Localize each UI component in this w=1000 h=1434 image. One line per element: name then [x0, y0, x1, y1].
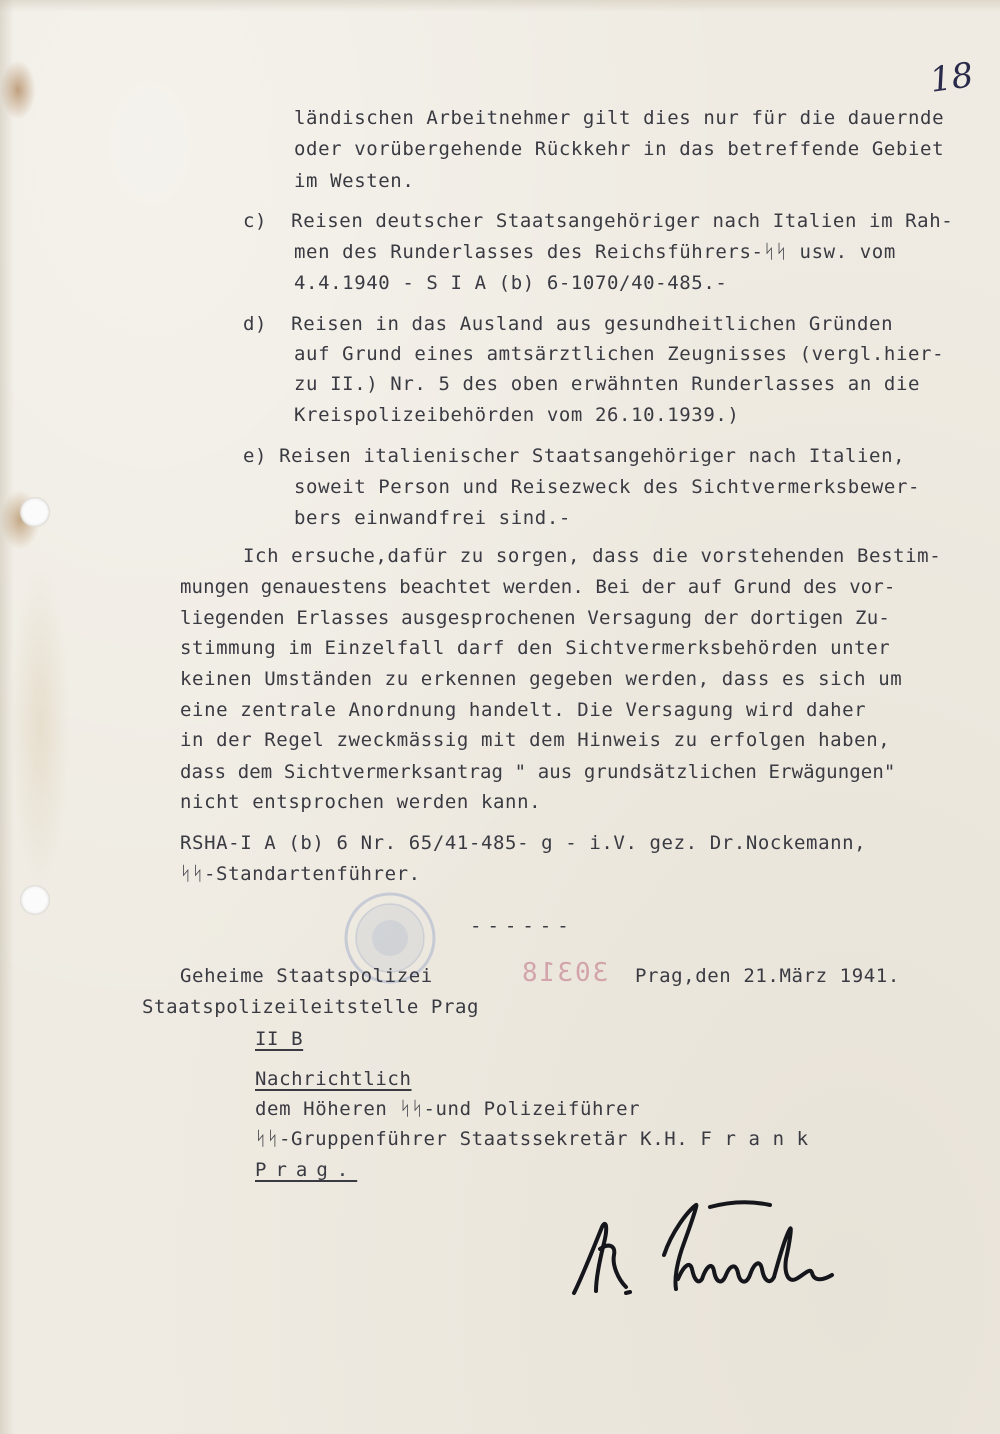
paper-top-edge: [0, 0, 1000, 12]
body-line: bers einwandfrei sind.-: [294, 507, 571, 529]
body-line: zu II.) Nr. 5 des oben erwähnten Runderlasses an die: [294, 373, 921, 395]
paragraph-line: dass dem Sichtvermerksantrag " aus grundsätzlichen Erwägungen": [180, 761, 896, 783]
separator-dashes: ------: [470, 915, 575, 937]
paragraph-line: mungen genauestens beachtet werden. Bei der auf Grund des vor-: [180, 576, 896, 598]
body-line: oder vorübergehende Rückkehr in das betreffende Gebiet: [294, 138, 945, 160]
paragraph-line: in der Regel zweckmässig mit dem Hinweis zu erfolgen haben,: [180, 729, 891, 751]
cc-recipient-line-1: dem Höheren ᛋᛋ-und Polizeiführer: [255, 1098, 641, 1120]
registration-stamp: 30318: [520, 958, 609, 988]
body-line: im Westen.: [294, 170, 415, 192]
cc-city: Prag.: [255, 1159, 358, 1181]
body-line: men des Runderlasses des Reichsführers-ᛋᛋ usw. vom: [294, 241, 896, 263]
body-line: soweit Person und Reisezweck des Sichtvermerksbewer-: [294, 476, 921, 498]
paragraph-line: stimmung im Einzelfall darf den Sichtvermerksbehörden unter: [180, 637, 891, 659]
cc-heading: Nachrichtlich: [255, 1068, 412, 1090]
paragraph-line: nicht entsprochen werden kann.: [180, 791, 542, 813]
paragraph-line: keinen Umständen zu erkennen gegeben werden, dass es sich um: [180, 668, 903, 690]
sender-line-1: Geheime Staatspolizei: [180, 965, 433, 987]
punch-hole-lower: [20, 885, 50, 915]
body-line: auf Grund eines amtsärztlichen Zeugnisses (vergl.hier-: [294, 343, 945, 365]
date-line: Prag,den 21.März 1941.: [635, 965, 900, 987]
rust-stain-top: [0, 60, 36, 120]
body-line: ländischen Arbeitnehmer gilt dies nur für die dauernde: [294, 107, 945, 129]
department-code: II B: [255, 1028, 304, 1050]
body-line: 4.4.1940 - S I A (b) 6-1070/40-485.-: [294, 272, 728, 294]
paragraph-line: Ich ersuche,dafür zu sorgen, dass die vorstehenden Bestim-: [243, 545, 942, 567]
water-stain-left: [10, 560, 70, 890]
reference-line: ᛋᛋ-Standartenführer.: [180, 863, 421, 885]
list-item-d: d) Reisen in das Ausland aus gesundheitlichen Gründen: [243, 313, 894, 335]
paragraph-line: liegenden Erlasses ausgesprochenen Versagung der dortigen Zu-: [180, 607, 890, 629]
handwritten-signature: [560, 1195, 860, 1315]
list-item-e: e) Reisen italienischer Staatsangehöriger nach Italien,: [243, 445, 906, 467]
body-line: Kreispolizeibehörden vom 26.10.1939.): [294, 404, 740, 426]
paragraph-line: eine zentrale Anordnung handelt. Die Versagung wird daher: [180, 699, 867, 721]
list-item-c: c) Reisen deutscher Staatsangehöriger nach Italien im Rah-: [243, 210, 954, 232]
reference-line: RSHA-I A (b) 6 Nr. 65/41-485- g - i.V. gez. Dr.Nockemann,: [180, 832, 867, 854]
sender-line-2: Staatspolizeileitstelle Prag: [142, 996, 480, 1018]
punch-hole-upper: [20, 497, 50, 527]
page-number: 18: [927, 55, 976, 101]
cc-recipient-line-2: ᛋᛋ-Gruppenführer Staatssekretär K.H. F r a n k: [255, 1128, 809, 1150]
